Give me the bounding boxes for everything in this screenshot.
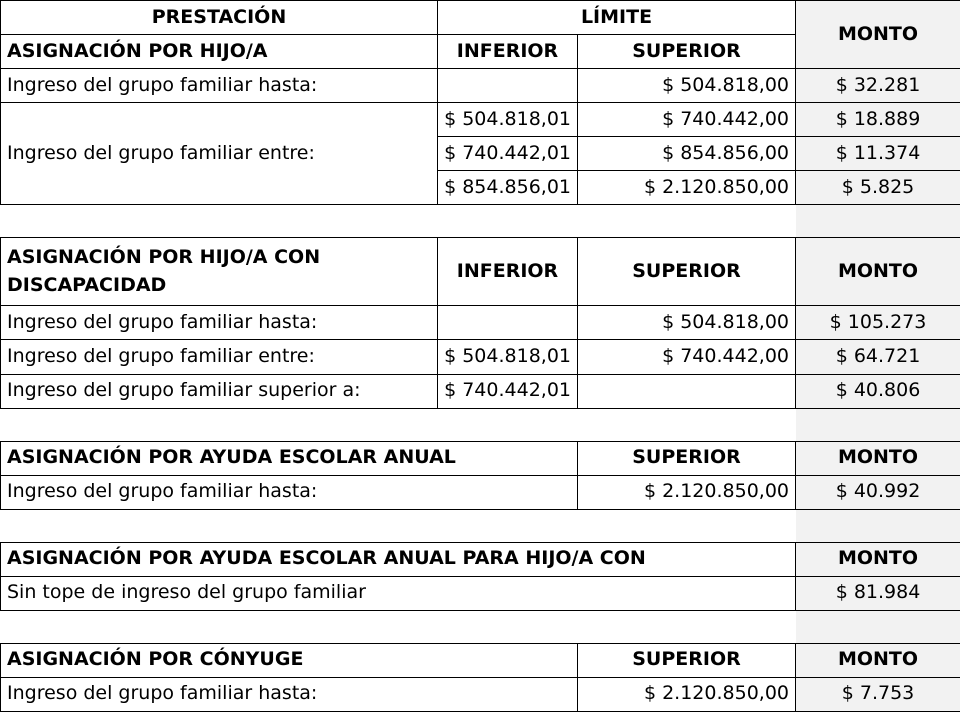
section-title-escolar-disc: ASIGNACIÓN POR AYUDA ESCOLAR ANUAL PARA HIJO/A CON: [1, 542, 796, 576]
table-row: [1, 306, 960, 340]
col-header-monto: MONTO: [796, 441, 960, 475]
section-header-row: [1, 542, 960, 576]
col-header-superior: SUPERIOR: [578, 441, 796, 475]
header-row: [1, 1, 960, 35]
section-title-discapacidad: ASIGNACIÓN POR HIJO/A CON DISCAPACIDAD: [1, 238, 438, 306]
table-row: [1, 69, 960, 103]
cell-monto: $ 7.753: [796, 677, 960, 711]
col-header-superior: SUPERIOR: [578, 35, 796, 69]
cell-superior: $ 504.818,00: [578, 306, 796, 340]
cell-inferior: [438, 306, 578, 340]
row-label: Ingreso del grupo familiar superior a:: [1, 374, 438, 408]
col-header-monto: MONTO: [796, 643, 960, 677]
section-header-row: [1, 441, 960, 475]
cell-monto: $ 40.806: [796, 374, 960, 408]
cell-inferior: $ 740.442,01: [438, 374, 578, 408]
row-label: Ingreso del grupo familiar hasta:: [1, 475, 578, 509]
section-title-conyuge: ASIGNACIÓN POR CÓNYUGE: [1, 643, 578, 677]
col-header-superior: SUPERIOR: [578, 643, 796, 677]
section-title-escolar: ASIGNACIÓN POR AYUDA ESCOLAR ANUAL: [1, 441, 578, 475]
cell-inferior: $ 504.818,01: [438, 103, 578, 137]
cell-inferior: $ 504.818,01: [438, 340, 578, 374]
row-label: Ingreso del grupo familiar hasta:: [1, 677, 578, 711]
cell-monto: $ 105.273: [796, 306, 960, 340]
cell-monto: $ 40.992: [796, 475, 960, 509]
spacer-row: [1, 509, 960, 542]
spacer-row: [1, 610, 960, 643]
table-row: [1, 677, 960, 711]
cell-superior: $ 2.120.850,00: [578, 677, 796, 711]
table-row: [1, 576, 960, 610]
col-header-prestacion: PRESTACIÓN: [1, 1, 438, 35]
cell-inferior: [438, 69, 578, 103]
cell-superior: $ 854.856,00: [578, 137, 796, 171]
cell-superior: [578, 374, 796, 408]
cell-inferior: $ 854.856,01: [438, 171, 578, 205]
cell-inferior: $ 740.442,01: [438, 137, 578, 171]
cell-superior: $ 2.120.850,00: [578, 475, 796, 509]
table-row: [1, 103, 960, 137]
section-title-hijo: ASIGNACIÓN POR HIJO/A: [1, 35, 438, 69]
section-header-row: [1, 238, 960, 306]
cell-superior: $ 2.120.850,00: [578, 171, 796, 205]
row-label: Ingreso del grupo familiar entre:: [1, 340, 438, 374]
col-header-monto: MONTO: [796, 542, 960, 576]
row-label: Ingreso del grupo familiar hasta:: [1, 306, 438, 340]
col-header-superior: SUPERIOR: [578, 238, 796, 306]
col-header-monto: MONTO: [796, 1, 960, 69]
table-row: [1, 340, 960, 374]
col-header-monto: MONTO: [796, 238, 960, 306]
spacer-row: [1, 205, 960, 238]
cell-monto: $ 11.374: [796, 137, 960, 171]
col-header-inferior: INFERIOR: [438, 35, 578, 69]
cell-monto: $ 18.889: [796, 103, 960, 137]
col-header-limite: LÍMITE: [438, 1, 796, 35]
row-label: Sin tope de ingreso del grupo familiar: [1, 576, 796, 610]
cell-monto: $ 64.721: [796, 340, 960, 374]
section-header-row: [1, 643, 960, 677]
cell-superior: $ 740.442,00: [578, 340, 796, 374]
cell-superior: $ 504.818,00: [578, 69, 796, 103]
row-label: Ingreso del grupo familiar entre:: [1, 103, 438, 205]
row-label: Ingreso del grupo familiar hasta:: [1, 69, 438, 103]
cell-superior: $ 740.442,00: [578, 103, 796, 137]
spacer-row: [1, 408, 960, 441]
cell-monto: $ 5.825: [796, 171, 960, 205]
col-header-inferior: INFERIOR: [438, 238, 578, 306]
table-row: [1, 475, 960, 509]
table-row: [1, 374, 960, 408]
cell-monto: $ 32.281: [796, 69, 960, 103]
cell-monto: $ 81.984: [796, 576, 960, 610]
